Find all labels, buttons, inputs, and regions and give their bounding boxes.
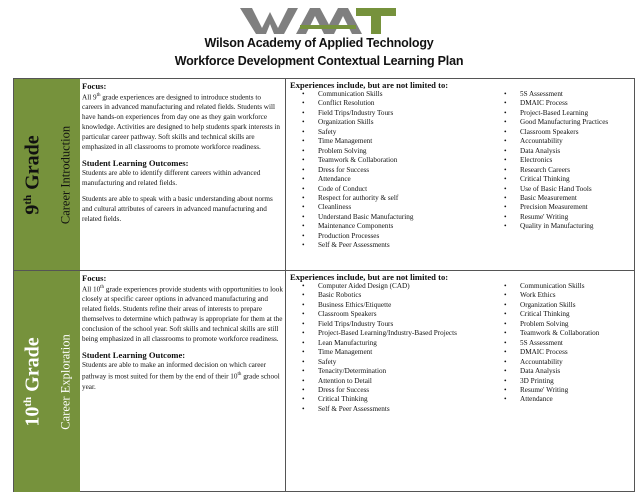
experience-item: • Classroom Speakers [290,310,490,319]
grade-10-subtitle: Career Exploration [58,333,72,430]
grade-9-subtitle: Career Introduction [58,125,72,224]
experience-item: • Work Ethics [492,291,632,300]
experience-item: • Teamwork & Collaboration [492,329,632,338]
experience-item: • Safety [290,128,490,137]
focus-heading: Focus: [82,81,107,91]
experience-item: • Communication Skills [492,282,632,291]
experience-item: • Dress for Success [290,166,490,175]
experience-item: • Attendance [290,175,490,184]
experience-item: • Organization Skills [492,301,632,310]
experience-item: • Critical Thinking [492,310,632,319]
experience-item: • Project-Based Learning/Industry-Based Projects [290,329,490,338]
experience-item: • Self & Peer Assessments [290,405,490,414]
experience-item: • Resume' Writing [492,386,632,395]
experiences-list [290,90,490,251]
experience-item: • Basic Robotics [290,291,490,300]
experience-item: • Computer Aided Design (CAD) [290,282,490,291]
grade-9-row [14,79,634,271]
focus-text: All 10th grade experiences provide students with opportunities to look closely at specific career options in advanced manufacturing and related fields. Students refine their areas of interests to prepare themselves to determine which pathway is appropriate for them at the conclusion of the school year. Soft skills and technical skills are still being emphasized in all classrooms to promote workforce readiness. [82,285,283,344]
experience-item: • DMAIC Process [492,348,632,357]
experience-item: • Critical Thinking [290,395,490,404]
experience-item: • Precision Measurement [492,203,632,212]
experience-item: • Data Analysis [492,367,632,376]
grade-10-row [14,271,634,492]
experience-item: • Lean Manufacturing [290,339,490,348]
experience-item: • Time Management [290,137,490,146]
experience-item: • Accountability [492,137,632,146]
experience-item: • Use of Basic Hand Tools [492,185,632,194]
experience-item: • Organization Skills [290,118,490,127]
experience-item: • Resume' Writing [492,213,632,222]
experience-item: • Respect for authority & self [290,194,490,203]
experiences-heading: Experiences include, but are not limited to: [290,272,449,282]
experience-item: • Good Manufacturing Practices [492,118,632,127]
experience-item: • Safety [290,358,490,367]
experience-item: • 5S Assessment [492,90,632,99]
waat-logo [240,4,400,34]
focus-heading: Focus: [82,273,107,283]
grade-10-focus [80,271,286,492]
grade-9-band [14,79,51,270]
outcomes-heading: Student Learning Outcomes: [82,158,189,169]
experience-item: • Research Careers [492,166,632,175]
experience-item: • 5S Assessment [492,339,632,348]
experience-item: • Attendance [492,395,632,404]
experience-item: • Basic Measurement [492,194,632,203]
experience-item: • Critical Thinking [492,175,632,184]
experience-item: • Business Ethics/Etiquette [290,301,490,310]
experience-item: • Problem Solving [290,147,490,156]
experience-item: • Accountability [492,358,632,367]
outcome-text: Students are able to speak with a basic understanding about norms and cultural attributes of careers in advanced manufacturing and related fields. [82,195,273,224]
experience-item: • Attention to Detail [290,377,490,386]
experience-item: • Field Trips/Industry Tours [290,320,490,329]
experience-item: • Maintenance Components [290,222,490,231]
experience-item: • Teamwork & Collaboration [290,156,490,165]
outcome-text: Students are able to identify different careers within advanced manufacturing and related fields. [82,169,261,188]
experience-item: • Project-Based Learning [492,109,632,118]
plan-title: Workforce Development Contextual Learning Plan [174,54,464,68]
experience-item: • Dress for Success [290,386,490,395]
experience-item: • Self & Peer Assessments [290,241,490,250]
experience-item: • Understand Basic Manufacturing [290,213,490,222]
experience-item: • Production Processes [290,232,490,241]
experience-item: • 3D Printing [492,377,632,386]
outcomes-heading: Student Learning Outcome: [82,350,186,361]
experiences-list [492,90,632,232]
experience-item: • Field Trips/Industry Tours [290,109,490,118]
experiences-list [492,282,632,405]
experiences-list [290,282,490,414]
grade-10-band [14,271,51,492]
focus-text: All 9th grade experiences are designed to introduce students to careers in advanced manufacturing and related fields. Students will have hands-on experiences from day one as they gain workforce knowledge. Activities are designed to help students spark interests in particular career pathway. Soft skills and technical skills are emphasized in all classrooms to promote workforce readiness. [82,93,281,152]
grade-9-experiences [286,79,634,271]
grade-9-focus [80,79,286,270]
experience-item: • Communication Skills [290,90,490,99]
experiences-heading: Experiences include, but are not limited to: [290,80,449,90]
grade-10-experiences [286,271,634,493]
experience-item: • Time Management [290,348,490,357]
outcome-text: Students are able to make an informed decision on which career pathway is most suited for them by the end of their 10th grade school year. [82,361,280,391]
learning-plan-table [13,78,635,492]
experience-item: • Conflict Resolution [290,99,490,108]
experience-item: • Code of Conduct [290,185,490,194]
experience-item: • Data Analysis [492,147,632,156]
experience-item: • Problem Solving [492,320,632,329]
experience-item: • DMAIC Process [492,99,632,108]
grade-9-label: 9th Grade [21,134,43,215]
experience-item: • Classroom Speakers [492,128,632,137]
experience-item: • Tenacity/Determination [290,367,490,376]
grade-10-label: 10th Grade [21,336,43,427]
school-name: Wilson Academy of Applied Technology [204,36,434,50]
experience-item: • Quality in Manufacturing [492,222,632,231]
experience-item: • Electronics [492,156,632,165]
experience-item: • Cleanliness [290,203,490,212]
